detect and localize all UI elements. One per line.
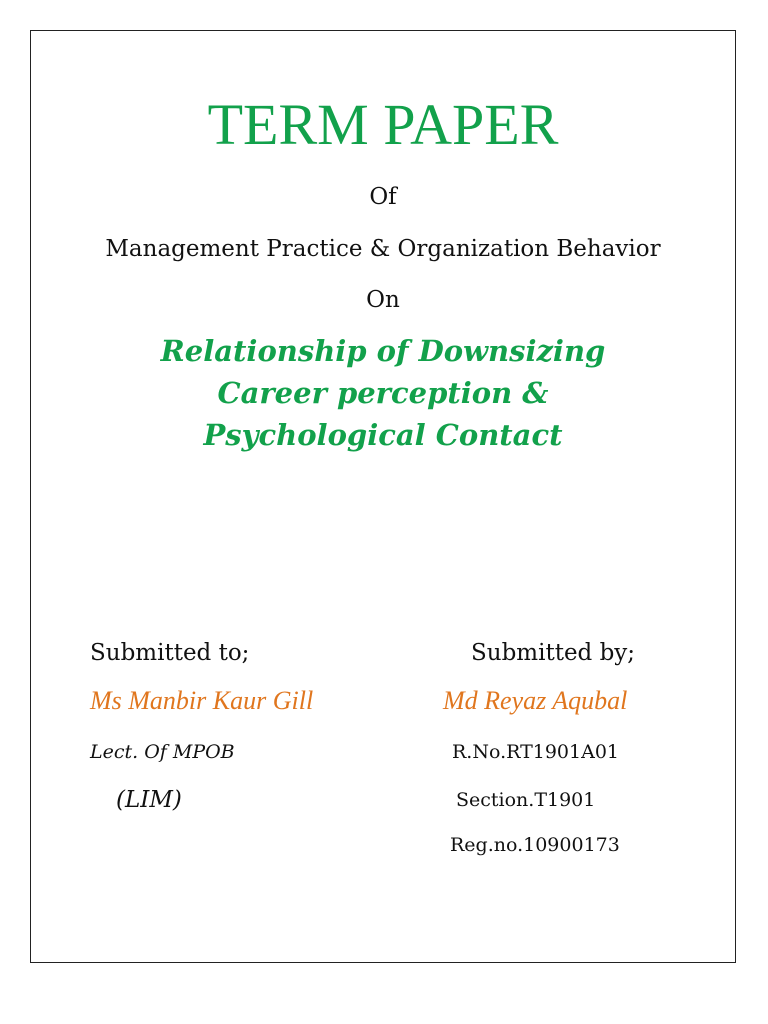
- submitted-by-label: Submitted by;: [471, 640, 636, 666]
- subject-title: Management Practice & Organization Behavior: [105, 236, 661, 262]
- section-number: Section.T1901: [456, 789, 596, 811]
- roll-number: R.No.RT1901A01: [452, 741, 620, 763]
- topic-heading: [30, 330, 736, 456]
- submitted-to-designation: Lect. Of MPOB: [90, 741, 235, 763]
- registration-number: Reg.no.10900173: [450, 834, 620, 856]
- topic-line-2: Career perception &: [217, 376, 549, 410]
- topic-line-1: Relationship of Downsizing: [160, 334, 606, 368]
- of-text: Of: [369, 184, 397, 210]
- submitted-by-name: Md Reyaz Aqubal: [443, 686, 628, 715]
- document-title: TERM PAPER: [207, 92, 559, 157]
- submitted-to-label: Submitted to;: [90, 640, 250, 666]
- submitted-to-institution: (LIM): [116, 787, 182, 813]
- on-text: On: [366, 287, 400, 313]
- topic-line-3: Psychological Contact: [203, 418, 563, 452]
- submitted-to-name: Ms Manbir Kaur Gill: [90, 686, 314, 715]
- page-border: [30, 30, 736, 963]
